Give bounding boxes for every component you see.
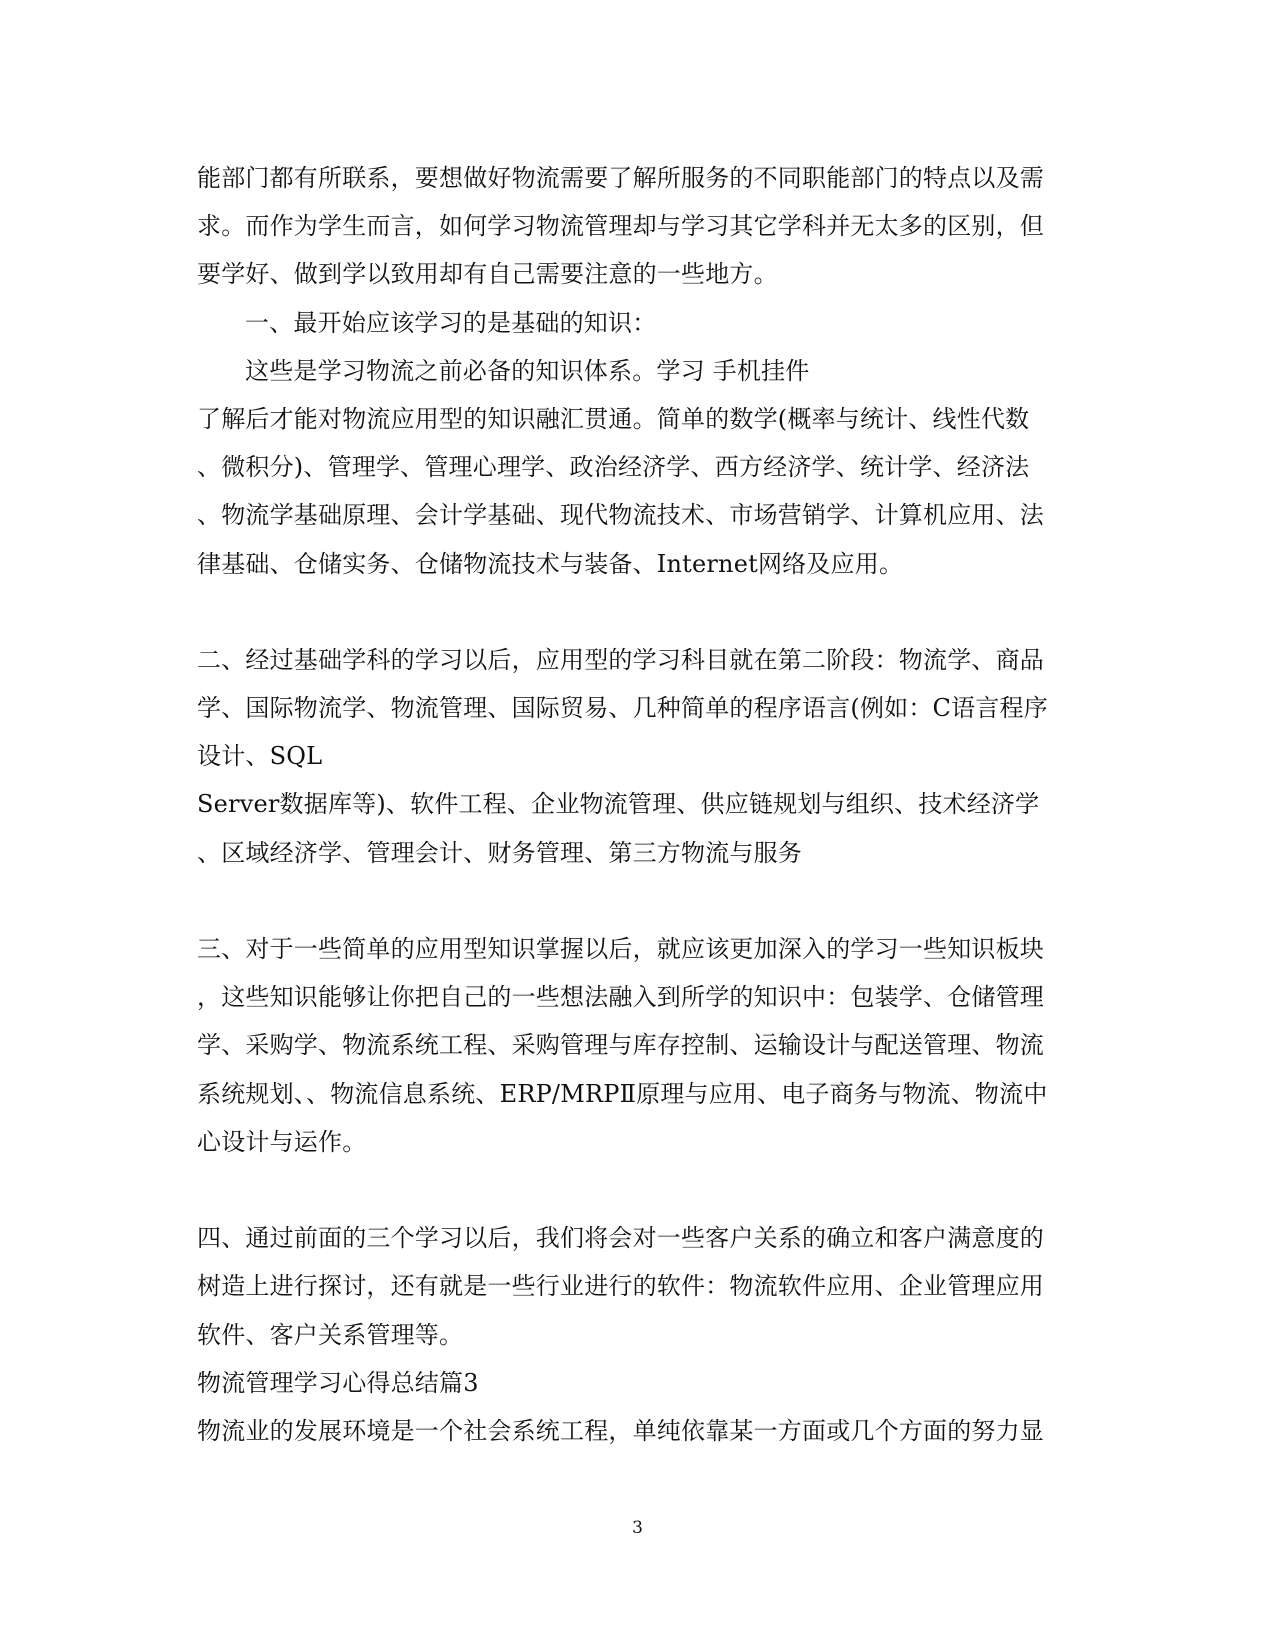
section-4-line-3: 软件、客户关系管理等。: [197, 1320, 464, 1349]
section-4-line-1: 四、通过前面的三个学习以后，我们将会对一些客户关系的确立和客户满意度的: [197, 1224, 1044, 1253]
section-1-body-line-3: 、物流学基础原理、会计学基础、现代物流技术、市场营销学、计算机应用、法: [197, 501, 1044, 530]
section-3-line-3: 学、采购学、物流系统工程、采购管理与库存控制、运输设计与配送管理、物流: [197, 1031, 1044, 1060]
section-2-line-1: 二、经过基础学科的学习以后，应用型的学习科目就在第二阶段：物流学、商品: [197, 645, 1044, 674]
paragraph-gap: [197, 1166, 1077, 1214]
document-body: [197, 154, 1077, 1455]
paragraph-1-line-1: 能部门都有所联系，要想做好物流需要了解所服务的不同职能部门的特点以及需: [197, 164, 1044, 192]
article-title: 物流管理学习心得总结篇3: [197, 1368, 479, 1397]
section-1-body-line-4: 律基础、仓储实务、仓储物流技术与装备、Internet网络及应用。: [197, 549, 904, 578]
section-2-line-5: 、区域经济学、管理会计、财务管理、第三方物流与服务: [197, 838, 802, 867]
section-2-line-3: 设计、SQL: [197, 742, 323, 771]
section-3-line-1: 三、对于一些简单的应用型知识掌握以后，就应该更加深入的学习一些知识板块: [197, 935, 1044, 963]
section-2-line-2: 学、国际物流学、物流管理、国际贸易、几种简单的程序语言(例如：C语言程序: [197, 694, 1048, 723]
paragraph-gap: [197, 588, 1077, 636]
section-1-intro: 这些是学习物流之前必备的知识体系。学习 手机挂件: [245, 356, 810, 385]
section-4-line-2: 树造上进行探讨，还有就是一些行业进行的软件：物流软件应用、企业管理应用: [197, 1272, 1044, 1301]
section-3-line-5: 心设计与运作。: [197, 1127, 367, 1156]
section-2-line-4: Server数据库等)、软件工程、企业物流管理、供应链规划与组织、技术经济学: [197, 790, 1040, 819]
paragraph-1-line-3: 要学好、做到学以致用却有自己需要注意的一些地方。: [197, 260, 778, 289]
paragraph-1-line-2: 求。而作为学生而言，如何学习物流管理却与学习其它学科并无太多的区别，但: [197, 212, 1044, 241]
section-1-body-line-1: 了解后才能对物流应用型的知识融汇贯通。简单的数学(概率与统计、线性代数: [197, 404, 1030, 433]
paragraph-gap: [197, 877, 1077, 925]
section-1-heading: 一、最开始应该学习的是基础的知识：: [245, 308, 657, 337]
page-number: 3: [632, 1518, 643, 1538]
section-3-line-2: ，这些知识能够让你把自己的一些想法融入到所学的知识中：包装学、仓储管理: [197, 983, 1044, 1012]
article-first-line: 物流业的发展环境是一个社会系统工程，单纯依靠某一方面或几个方面的努力显: [197, 1416, 1044, 1445]
section-1-body-line-2: 、微积分)、管理学、管理心理学、政治经济学、西方经济学、统计学、经济法: [197, 453, 1030, 482]
section-3-line-4: 系统规划、、物流信息系统、ERP/MRPⅡ原理与应用、电子商务与物流、物流中: [197, 1079, 1048, 1108]
